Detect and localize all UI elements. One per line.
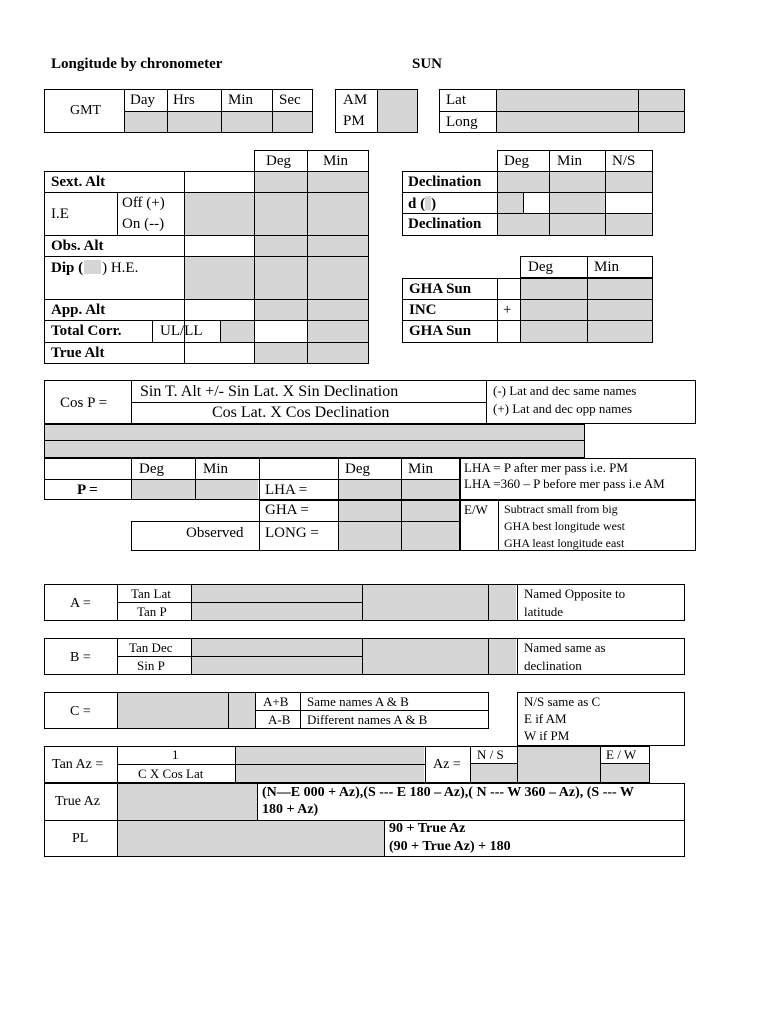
- true-az-formula-1: (N—E 000 + Az),(S --- E 180 – Az),( N --- W 360 – Az), (S --- W: [262, 785, 634, 800]
- d-correction-label: d ( ): [408, 196, 437, 212]
- gha-deg-header: Deg: [528, 259, 553, 275]
- gmt-day-header: Day: [130, 92, 155, 108]
- form-title: Longitude by chronometer: [51, 56, 223, 72]
- ew-note-east: GHA least longitude east: [504, 536, 625, 550]
- az-ns-label: N / S: [477, 747, 504, 762]
- true-az-value[interactable]: [118, 784, 257, 820]
- lha-note-pm: LHA = P after mer pass i.e. PM: [464, 460, 628, 475]
- a-tan-lat: Tan Lat: [131, 586, 171, 601]
- c-label: C =: [70, 704, 91, 719]
- c-note-3: W if PM: [524, 728, 570, 743]
- c-note-2: E if AM: [524, 711, 567, 726]
- pl-formula-1: 90 + True Az: [389, 821, 466, 836]
- az-label: Az =: [433, 757, 461, 772]
- true-az-formula-2: 180 + Az): [262, 802, 319, 817]
- c-apb-text: Same names A & B: [307, 694, 409, 709]
- body-label: SUN: [412, 56, 443, 72]
- ulll-value[interactable]: [221, 321, 254, 342]
- ew-label: E/W: [464, 502, 488, 517]
- tan-az-label: Tan Az =: [52, 757, 104, 772]
- lha-note-am: LHA =360 – P before mer pass i.e AM: [464, 476, 665, 491]
- b-sin-p: Sin P: [137, 658, 165, 673]
- ie-value[interactable]: [185, 193, 255, 235]
- ie-off-label: Off (+): [122, 195, 165, 211]
- pl-value[interactable]: [118, 821, 384, 856]
- az-value[interactable]: [518, 747, 600, 782]
- p-deg-header: Deg: [139, 461, 164, 477]
- az-ns-value[interactable]: [471, 764, 517, 782]
- ew-note-west: GHA best longitude west: [504, 519, 625, 533]
- pl-label: PL: [72, 831, 89, 846]
- c-amb: A-B: [268, 712, 291, 727]
- b-note-1: Named same as: [524, 640, 606, 655]
- ulll-label: UL/LL: [160, 323, 203, 339]
- tan-az-numerator: 1: [172, 747, 179, 762]
- cosp-numerator: Sin T. Alt +/- Sin Lat. X Sin Declination: [140, 383, 399, 400]
- app-alt-label: App. Alt: [51, 302, 106, 318]
- ie-label: I.E: [51, 206, 69, 222]
- az-ew-value[interactable]: [601, 764, 649, 782]
- gmt-time-fields[interactable]: [125, 112, 312, 132]
- am-label: AM: [343, 92, 368, 108]
- c-amb-text: Different names A & B: [307, 712, 428, 727]
- gha-sun-label: GHA Sun: [409, 281, 472, 297]
- gmt-label: GMT: [70, 103, 102, 118]
- p-label: P =: [77, 482, 98, 498]
- alt-deg-header: Deg: [266, 153, 291, 169]
- lat-label: Lat: [446, 92, 466, 108]
- dec-ns-header: N/S: [612, 153, 636, 169]
- inc-label: INC: [409, 302, 437, 318]
- a-note-2: latitude: [524, 604, 563, 619]
- dip-value[interactable]: [185, 257, 255, 299]
- ew-note-subtract: Subtract small from big: [504, 502, 618, 516]
- c-note-1: N/S same as C: [524, 694, 601, 709]
- a-label: A =: [70, 596, 91, 611]
- alt-min-header: Min: [323, 153, 349, 169]
- pm-label: PM: [343, 113, 365, 129]
- gha-label: GHA =: [265, 502, 309, 518]
- b-note-2: declination: [524, 658, 582, 673]
- p-min-header: Min: [203, 461, 229, 477]
- lha-label: LHA =: [265, 482, 308, 498]
- gmt-min-header: Min: [228, 92, 254, 108]
- corrected-declination-label: Declination: [408, 216, 482, 232]
- dip-label: Dip ( ) H.E.: [51, 260, 139, 276]
- cosp-note-opp: (+) Lat and dec opp names: [493, 401, 633, 416]
- dec-min-header: Min: [557, 153, 583, 169]
- sext-alt-label: Sext. Alt: [51, 174, 106, 190]
- b-tan-dec: Tan Dec: [129, 640, 173, 655]
- ie-on-label: On (--): [122, 216, 165, 232]
- gmt-hrs-header: Hrs: [173, 92, 195, 108]
- gmt-sec-header: Sec: [279, 92, 301, 108]
- gha-long-values[interactable]: [339, 501, 459, 550]
- true-az-label: True Az: [55, 794, 100, 809]
- observed-label: Observed: [186, 525, 244, 541]
- c-values[interactable]: [118, 693, 255, 728]
- long-label: LONG =: [265, 525, 319, 541]
- inc-plus-sign: +: [503, 302, 512, 318]
- cosp-note-same: (-) Lat and dec same names: [493, 383, 637, 398]
- lha-deg-header: Deg: [345, 461, 370, 477]
- gha-min-header: Min: [594, 259, 620, 275]
- b-label: B =: [70, 650, 91, 665]
- he-field[interactable]: [84, 260, 101, 274]
- cosp-label: Cos P =: [60, 395, 108, 411]
- az-ew-label: E / W: [606, 747, 637, 762]
- gha-sun-total-label: GHA Sun: [409, 323, 472, 339]
- a-note-1: Named Opposite to: [524, 586, 626, 601]
- lha-values[interactable]: [339, 480, 459, 499]
- tan-az-denominator: C X Cos Lat: [138, 766, 204, 781]
- declination-label: Declination: [408, 174, 482, 190]
- c-apb: A+B: [263, 694, 289, 709]
- dec-deg-header: Deg: [504, 153, 529, 169]
- a-tan-p: Tan P: [137, 604, 167, 619]
- cosp-denominator: Cos Lat. X Cos Declination: [212, 404, 390, 421]
- obs-alt-label: Obs. Alt: [51, 238, 104, 254]
- pl-formula-2: (90 + True Az) + 180: [389, 839, 511, 854]
- lha-min-header: Min: [408, 461, 434, 477]
- true-alt-label: True Alt: [51, 345, 105, 361]
- long-label: Long: [446, 114, 478, 130]
- am-pm-field[interactable]: [378, 90, 417, 132]
- total-corr-label: Total Corr.: [51, 323, 122, 339]
